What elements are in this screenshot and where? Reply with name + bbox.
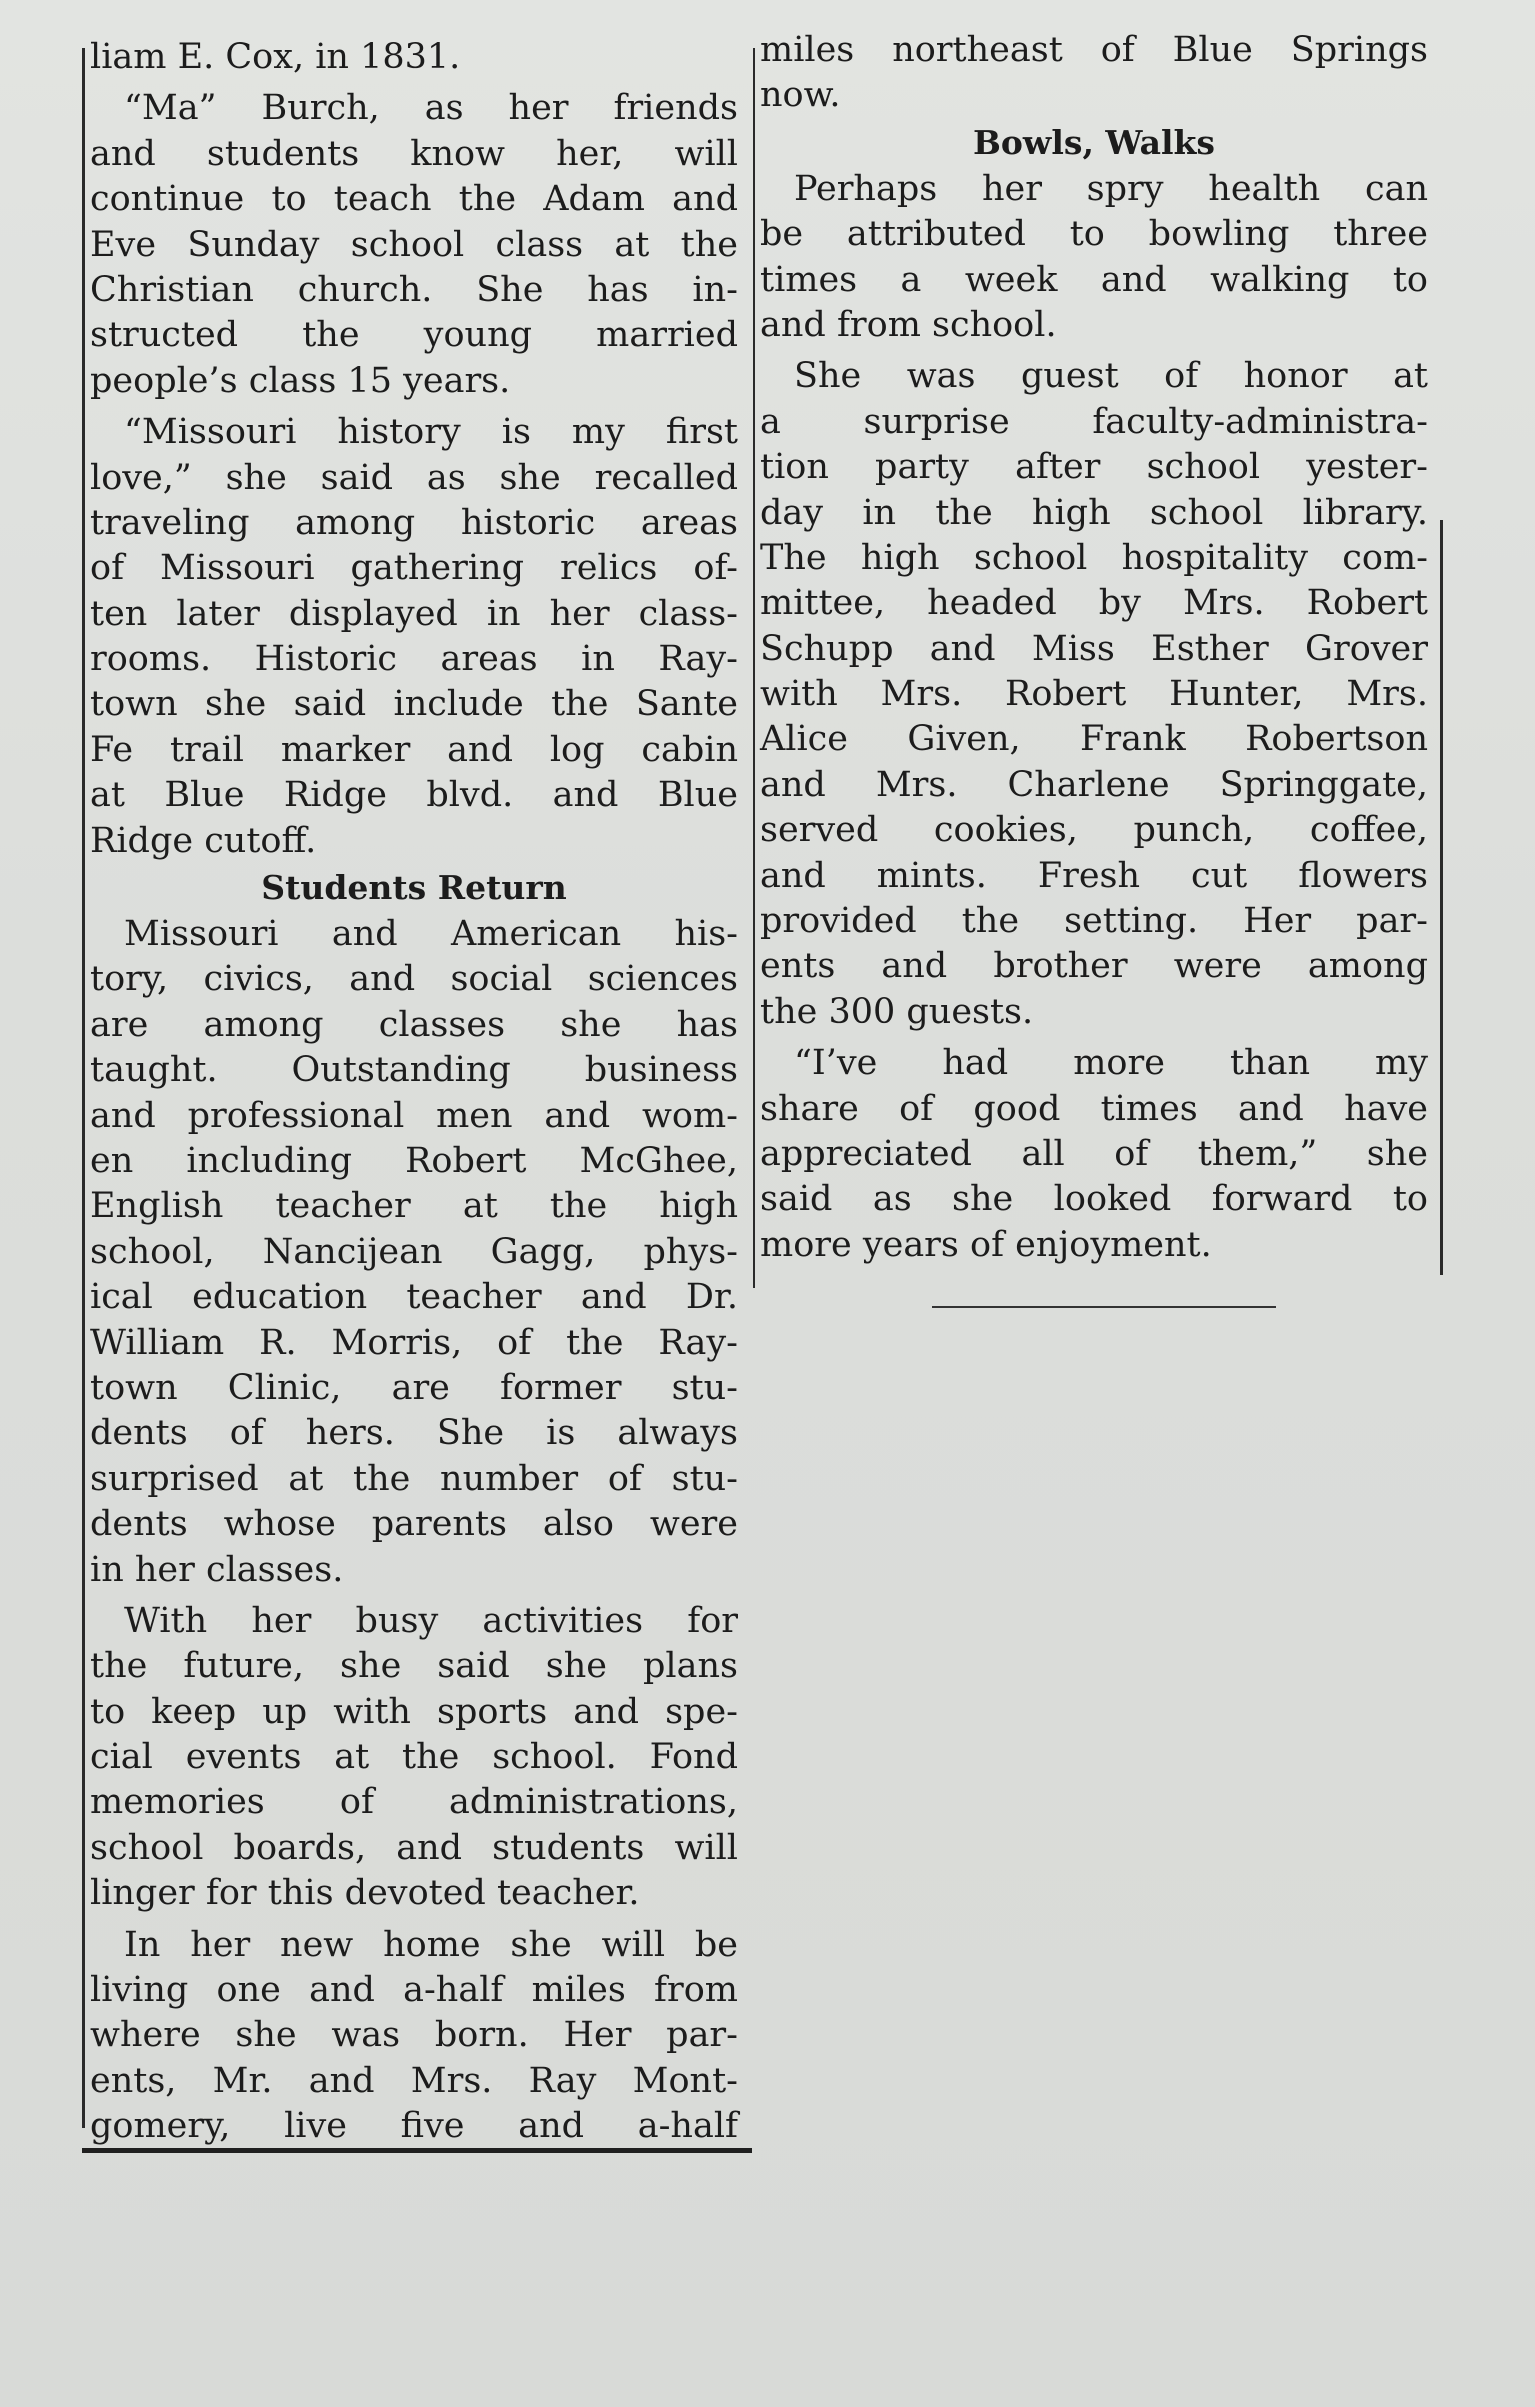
section-subhead: Bowls, Walks [973, 122, 1215, 162]
text-line: ten later displayed in her class- [90, 593, 738, 634]
text-line: where she was born. Her par- [90, 2015, 738, 2056]
text-line: with Mrs. Robert Hunter, Mrs. [760, 674, 1428, 715]
text-line: provided the setting. Her par- [760, 901, 1428, 942]
article-paragraph [90, 410, 738, 864]
text-line: are among classes she has [90, 1004, 738, 1045]
text-line: taught. Outstanding business [90, 1050, 738, 1091]
text-line: Fe trail marker and log cabin [90, 729, 738, 770]
text-line: served cookies, punch, coffee, [760, 810, 1428, 851]
article-paragraph [760, 354, 1428, 1035]
text-line: in her classes. [90, 1549, 344, 1590]
text-line: ical education teacher and Dr. [90, 1277, 738, 1318]
text-line: Schupp and Miss Esther Grover [760, 628, 1428, 669]
article-paragraph [90, 912, 738, 1593]
right-column [760, 28, 1428, 1268]
text-line: and professional men and wom- [90, 1095, 738, 1136]
text-line: mittee, headed by Mrs. Robert [760, 583, 1428, 624]
text-line: town Clinic, are former stu- [90, 1367, 738, 1408]
text-line: “Ma” Burch, as her friends [124, 88, 738, 129]
text-line: and mints. Fresh cut flowers [760, 855, 1428, 896]
text-line: people’s class 15 years. [90, 360, 511, 401]
center-column-rule [753, 48, 755, 1288]
text-line: miles northeast of Blue Springs [760, 30, 1428, 70]
text-line: gomery, live five and a-half [90, 2106, 738, 2147]
text-line: memories of administrations, [90, 1782, 738, 1823]
text-line: Eve Sunday school class at the [90, 224, 738, 265]
text-line: share of good times and have [760, 1088, 1428, 1129]
text-line: be attributed to bowling three [760, 214, 1428, 255]
right-column-rule [1440, 520, 1443, 1275]
article-paragraph [760, 28, 1428, 119]
text-line: Perhaps her spry health can [794, 168, 1428, 209]
text-line: rooms. Historic areas in Ray- [90, 639, 738, 680]
text-line: the 300 guests. [760, 991, 1034, 1032]
text-line: surprised at the number of stu- [90, 1458, 738, 1499]
text-line: cial events at the school. Fond [90, 1737, 738, 1778]
article-end-rule [932, 1306, 1276, 1308]
text-line: English teacher at the high [90, 1186, 738, 1227]
text-line: and students know her, will [90, 133, 738, 174]
text-line: living one and a-half miles from [90, 1970, 738, 2011]
text-line: With her busy activities for [124, 1600, 738, 1641]
text-line: In her new home she will be [124, 1924, 738, 1965]
text-line: ents, Mr. and Mrs. Ray Mont- [90, 2060, 738, 2101]
section-subhead: Students Return [261, 868, 567, 908]
text-line: love,” she said as she recalled [90, 457, 738, 498]
text-line: to keep up with sports and spe- [90, 1691, 738, 1732]
left-column-rule [82, 48, 85, 2128]
text-line: at Blue Ridge blvd. and Blue [90, 775, 738, 816]
text-line: appreciated all of them,” she [760, 1133, 1428, 1174]
article-paragraph [90, 86, 738, 404]
text-line: continue to teach the Adam and [90, 179, 738, 220]
text-line: school, Nancijean Gagg, phys- [90, 1231, 738, 1272]
article-paragraph [90, 1599, 738, 1917]
text-line: “Missouri history is my first [124, 412, 738, 453]
text-line: dents of hers. She is always [90, 1413, 738, 1454]
text-line: day in the high school library. [760, 492, 1428, 533]
text-line: of Missouri gathering relics of- [90, 548, 738, 589]
article-paragraph [760, 167, 1428, 349]
text-line: She was guest of honor at [794, 356, 1428, 397]
text-line: Christian church. She has in- [90, 269, 738, 310]
text-line: school boards, and students will [90, 1827, 738, 1868]
text-line: ents and brother were among [760, 946, 1428, 987]
text-line: traveling among historic areas [90, 502, 738, 543]
text-line: Ridge cutoff. [90, 820, 317, 861]
text-line: William R. Morris, of the Ray- [90, 1322, 738, 1363]
left-column [90, 35, 738, 2150]
text-line: en including Robert McGhee, [90, 1140, 738, 1181]
text-line: dents whose parents also were [90, 1504, 738, 1545]
text-line: a surprise faculty-administra- [760, 401, 1428, 442]
text-line: tory, civics, and social sciences [90, 959, 738, 1000]
text-line: linger for this devoted teacher. [90, 1873, 640, 1914]
text-line: town she said include the Sante [90, 684, 738, 725]
text-line: now. [760, 75, 841, 116]
text-line: times a week and walking to [760, 259, 1428, 300]
text-line: said as she looked forward to [760, 1179, 1428, 1220]
text-line: liam E. Cox, in 1831. [90, 37, 461, 77]
text-line: the future, she said she plans [90, 1646, 738, 1687]
article-paragraph [760, 1041, 1428, 1268]
article-paragraph [90, 35, 738, 80]
text-line: “I’ve had more than my [794, 1043, 1428, 1084]
text-line: more years of enjoyment. [760, 1224, 1212, 1265]
text-line: and Mrs. Charlene Springgate, [760, 764, 1428, 805]
text-line: The high school hospitality com- [760, 537, 1428, 578]
text-line: tion party after school yester- [760, 447, 1428, 488]
text-line: Missouri and American his- [124, 914, 738, 955]
text-line: and from school. [760, 304, 1057, 345]
article-paragraph [90, 1923, 738, 2150]
text-line: structed the young married [90, 315, 738, 356]
text-line: Alice Given, Frank Robertson [760, 719, 1428, 760]
